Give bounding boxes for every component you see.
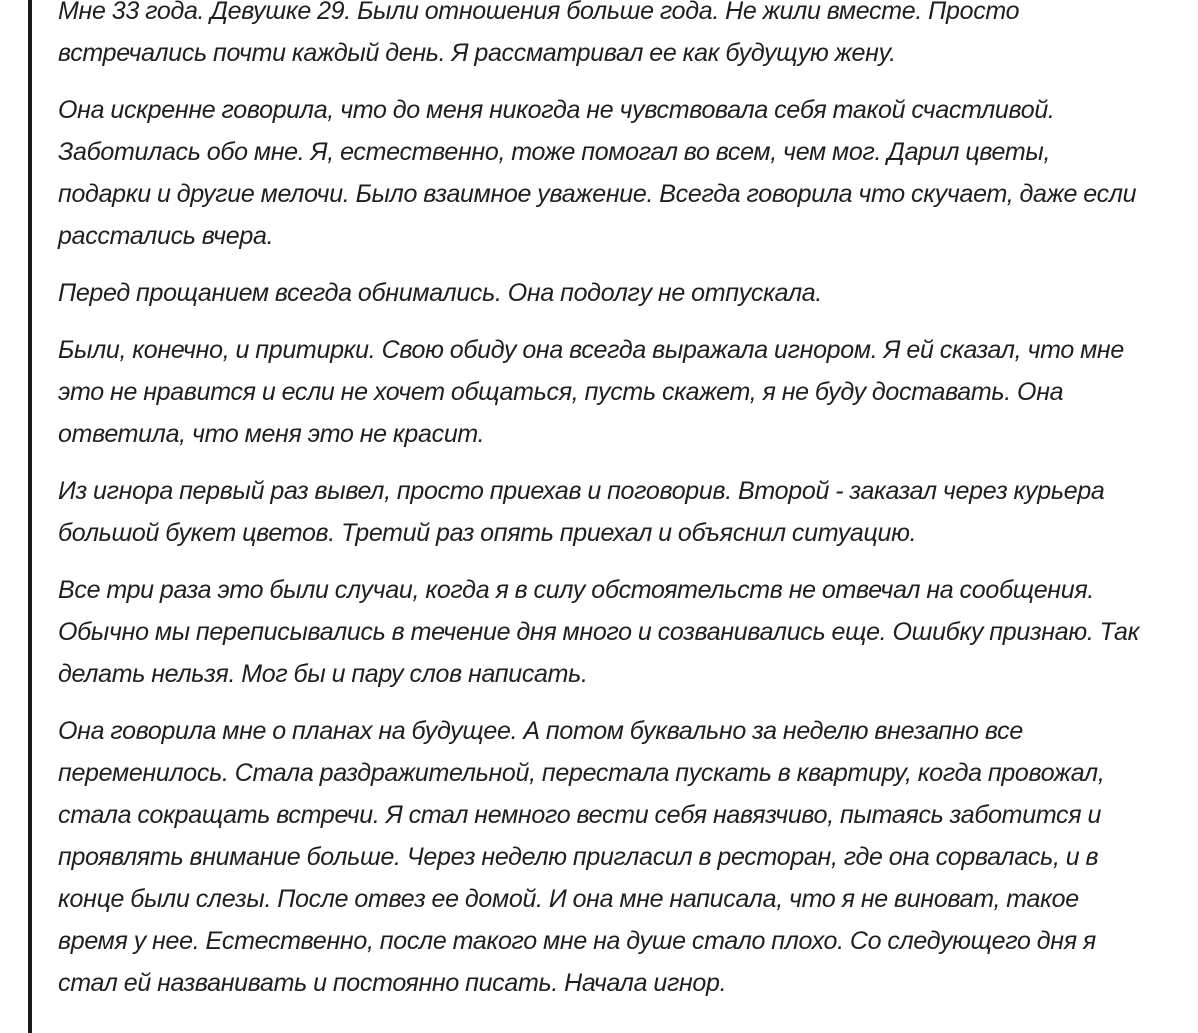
paragraph-2: Она искренне говорила, что до меня никогда не чувствовала себя такой счастливой. Заботилась обо мне. Я, естественно, тоже помогал во всем, чем мог. Дарил цветы, подарки и другие мелочи. Было взаимное уважение. Всегда говорила что скучает, даже если расстались вчера. xyxy=(58,96,1137,250)
paragraph-4: Были, конечно, и притирки. Свою обиду она всегда выражала игнором. Я ей сказал, что мне это не нравится и если не хочет общаться, пусть скажет, я не буду доставать. Она ответила, что меня это не красит. xyxy=(58,336,1124,448)
paragraph-6: Все три раза это были случаи, когда я в силу обстоятельств не отвечал на сообщения. Обычно мы переписывались в течение дня много и созванивались еще. Ошибку признаю. Так делать нельзя. Мог бы и пару слов написать. xyxy=(58,576,1140,688)
paragraph-1: Мне 33 года. Девушке 29. Были отношения больше года. Не жили вместе. Просто встречались почти каждый день. Я рассматривал ее как будущую жену. xyxy=(58,0,1020,67)
paragraph-3: Перед прощанием всегда обнимались. Она подолгу не отпускала. xyxy=(58,279,822,307)
paragraph-7: Она говорила мне о планах на будущее. А потом буквально за неделю внезапно все переменилось. Стала раздражительной, перестала пускать в квартиру, когда провожал, стала сокращать встречи. Я стал немного вести себя навязчиво, пытаясь заботится и проявлять внимание больше. Через неделю пригласил в ресторан, где она сорвалась, и в конце были слезы. После отвез ее домой. И она мне написала, что я не виноват, такое время у нее. Естественно, после такого мне на душе стало плохо. Со следующего дня я стал ей названивать и постоянно писать. Начала игнор. xyxy=(58,717,1105,997)
blockquote xyxy=(28,0,1140,1033)
paragraph-5: Из игнора первый раз вывел, просто приехав и поговорив. Второй - заказал через курьера большой букет цветов. Третий раз опять приехал и объяснил ситуацию. xyxy=(58,477,1105,547)
